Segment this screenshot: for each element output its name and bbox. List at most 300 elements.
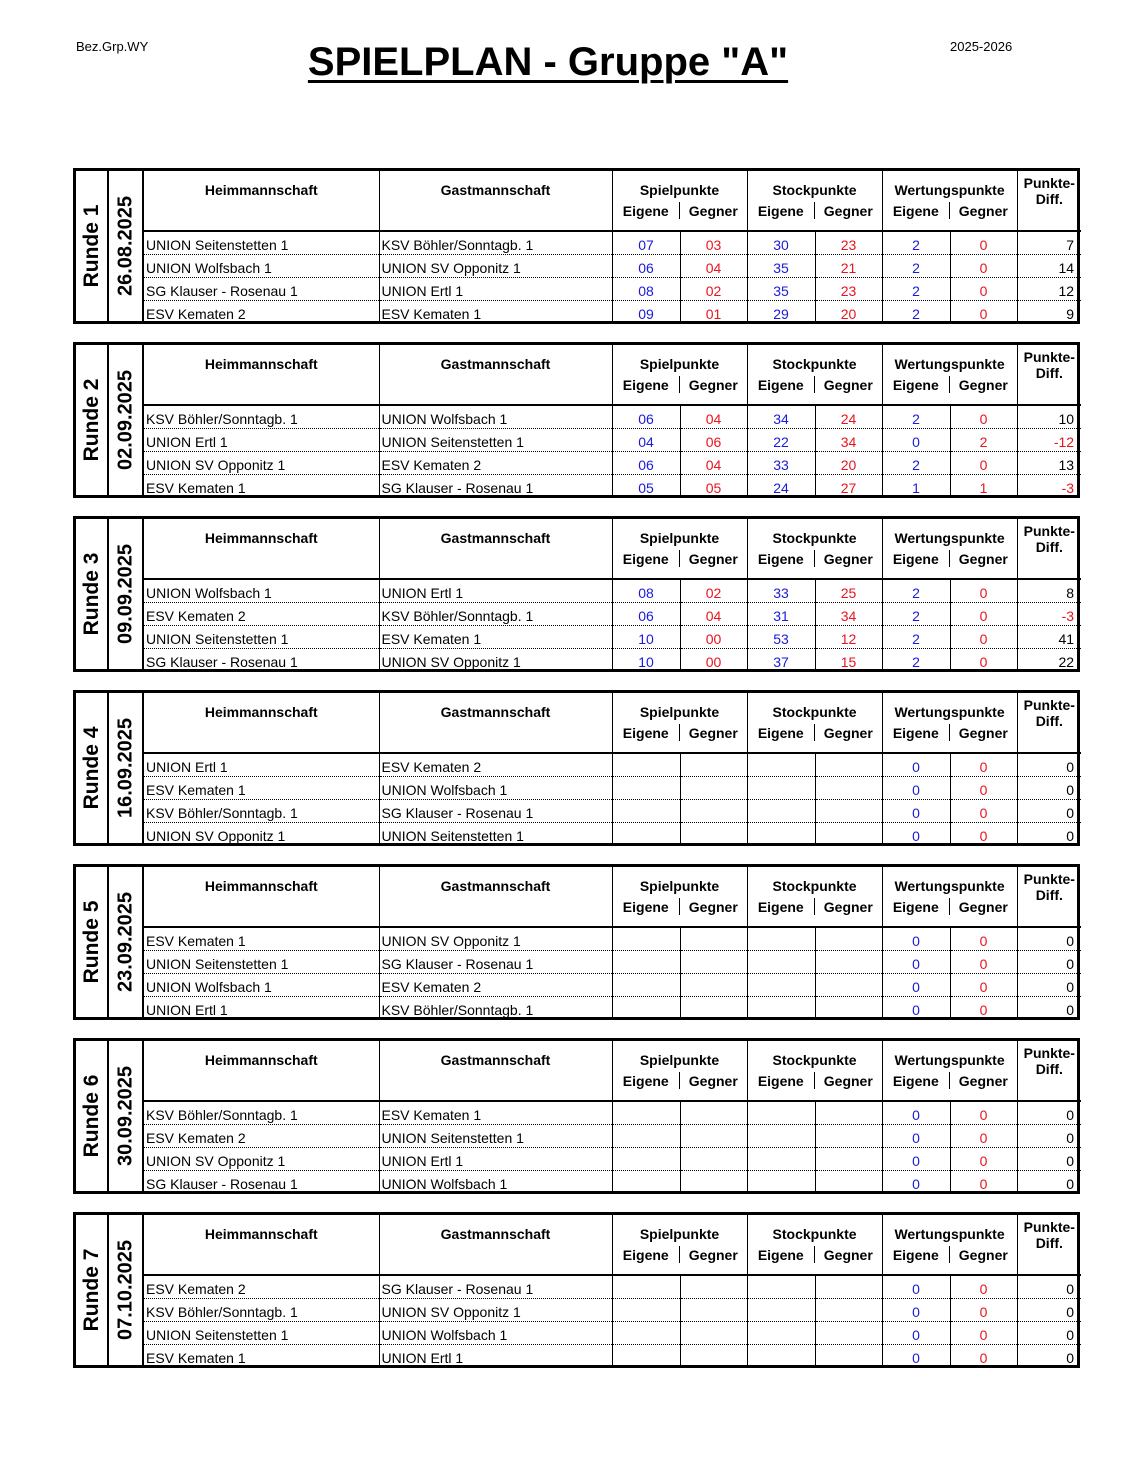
round-label: Runde 4 xyxy=(79,726,103,810)
table-row xyxy=(144,277,1081,300)
col-spielpunkte-header: Spielpunkte Eigene Gegner xyxy=(612,345,747,405)
punkte-diff-cell: 13 xyxy=(1017,451,1081,474)
stockpunkte-opp-cell xyxy=(815,996,882,1019)
punkte-diff-cell: 14 xyxy=(1017,254,1081,277)
wertungspunkte-opp-cell: 0 xyxy=(950,648,1017,671)
spielpunkte-own-cell xyxy=(612,950,680,973)
punkte-diff-cell: 0 xyxy=(1017,753,1081,776)
stockpunkte-opp-cell: 12 xyxy=(815,625,882,648)
wertungspunkte-opp-cell: 0 xyxy=(950,277,1017,300)
spielpunkte-own-cell: 06 xyxy=(612,405,680,428)
round-label-cell xyxy=(76,867,109,1017)
header-row xyxy=(144,1215,1081,1275)
table-row xyxy=(144,231,1081,254)
col-diff-header: Punkte- Diff. xyxy=(1017,171,1081,231)
spielpunkte-own-cell xyxy=(612,1321,680,1344)
round-label-cell xyxy=(76,171,109,321)
col-diff-header: Punkte- Diff. xyxy=(1017,1041,1081,1101)
wertungspunkte-opp-cell: 0 xyxy=(950,776,1017,799)
away-team-cell: ESV Kematen 2 xyxy=(379,451,612,474)
home-team-cell: UNION SV Opponitz 1 xyxy=(144,822,379,845)
wertungspunkte-opp-cell: 0 xyxy=(950,1124,1017,1147)
table-row xyxy=(144,1344,1081,1367)
wertungspunkte-opp-cell: 0 xyxy=(950,1321,1017,1344)
stockpunkte-opp-cell xyxy=(815,1298,882,1321)
stockpunkte-opp-cell: 23 xyxy=(815,277,882,300)
table-row xyxy=(144,822,1081,845)
punkte-diff-cell: 0 xyxy=(1017,950,1081,973)
stockpunkte-own-cell xyxy=(747,1298,815,1321)
round-label: Runde 7 xyxy=(79,1248,103,1332)
table-row xyxy=(144,1298,1081,1321)
col-away-header: Gastmannschaft xyxy=(379,1041,612,1101)
spielpunkte-own-cell xyxy=(612,1344,680,1367)
spielpunkte-own-cell xyxy=(612,753,680,776)
wertungspunkte-opp-cell: 0 xyxy=(950,996,1017,1019)
col-wertungspunkte-header: Wertungspunkte Eigene Gegner xyxy=(882,519,1017,579)
punkte-diff-cell: 0 xyxy=(1066,1350,1075,1366)
punkte-diff-cell: 0 xyxy=(1017,1101,1081,1124)
spielpunkte-opp-cell: 04 xyxy=(680,254,747,277)
punkte-diff-cell: 7 xyxy=(1017,231,1081,254)
header-row xyxy=(144,867,1081,927)
stockpunkte-opp-cell: 23 xyxy=(815,231,882,254)
table-row xyxy=(144,1101,1081,1124)
stockpunkte-opp-cell: 27 xyxy=(815,474,882,497)
home-team-cell: SG Klauser - Rosenau 1 xyxy=(144,1170,379,1193)
away-team-cell: ESV Kematen 2 xyxy=(379,973,612,996)
stockpunkte-own-cell xyxy=(747,1101,815,1124)
table-row xyxy=(144,428,1081,451)
stockpunkte-own-cell: 31 xyxy=(747,602,815,625)
away-team-cell: ESV Kematen 1 xyxy=(379,625,612,648)
wertungspunkte-own-cell: 2 xyxy=(882,579,950,602)
spielpunkte-opp-cell xyxy=(680,950,747,973)
spielpunkte-opp-cell xyxy=(680,1170,747,1193)
header-row xyxy=(144,345,1081,405)
wertungspunkte-own-cell: 2 xyxy=(882,231,950,254)
col-stockpunkte-header: Stockpunkte Eigene Gegner xyxy=(747,519,882,579)
stockpunkte-own-cell: 30 xyxy=(747,231,815,254)
away-team-cell: UNION SV Opponitz 1 xyxy=(379,648,612,671)
spielpunkte-opp-cell xyxy=(680,1124,747,1147)
stockpunkte-own-cell: 22 xyxy=(747,428,815,451)
away-team-cell: UNION Ertl 1 xyxy=(379,1147,612,1170)
stockpunkte-opp-cell xyxy=(815,950,882,973)
away-team-cell: UNION SV Opponitz 1 xyxy=(379,254,612,277)
stockpunkte-own-cell: 35 xyxy=(747,277,815,300)
round-date-cell xyxy=(109,1215,144,1365)
wertungspunkte-opp-cell: 0 xyxy=(950,300,1017,323)
away-team-cell: UNION Seitenstetten 1 xyxy=(379,1124,612,1147)
stockpunkte-opp-cell xyxy=(815,822,882,845)
away-team-cell: SG Klauser - Rosenau 1 xyxy=(379,474,612,497)
stockpunkte-opp-cell: 21 xyxy=(815,254,882,277)
header-row xyxy=(144,693,1081,753)
punkte-diff-cell: 0 xyxy=(1066,1176,1075,1192)
col-stockpunkte-header: Stockpunkte Eigene Gegner xyxy=(747,693,882,753)
wertungspunkte-own-cell: 0 xyxy=(882,753,950,776)
col-wertungspunkte-header: Wertungspunkte Eigene Gegner xyxy=(882,867,1017,927)
col-stockpunkte-header: Stockpunkte Eigene Gegner xyxy=(747,171,882,231)
punkte-diff-cell: 0 xyxy=(1017,799,1081,822)
table-row xyxy=(144,799,1081,822)
home-team-cell: ESV Kematen 1 xyxy=(144,776,379,799)
col-diff-header: Punkte- Diff. xyxy=(1017,519,1081,579)
table-row xyxy=(144,474,1081,497)
wertungspunkte-own-cell: 0 xyxy=(882,1321,950,1344)
stockpunkte-own-cell: 29 xyxy=(747,300,815,323)
spielpunkte-opp-cell xyxy=(680,753,747,776)
wertungspunkte-own-cell: 2 xyxy=(882,625,950,648)
table-row xyxy=(144,1170,1081,1193)
home-team-cell: ESV Kematen 2 xyxy=(144,602,379,625)
col-diff-header: Punkte- Diff. xyxy=(1017,867,1081,927)
wertungspunkte-own-cell: 0 xyxy=(882,776,950,799)
table-row xyxy=(144,602,1081,625)
round-label: Runde 2 xyxy=(79,378,103,462)
stockpunkte-opp-cell xyxy=(815,1321,882,1344)
spielpunkte-opp-cell xyxy=(680,1275,747,1298)
spielpunkte-own-cell: 08 xyxy=(612,579,680,602)
stockpunkte-opp-cell: 34 xyxy=(815,602,882,625)
wertungspunkte-opp-cell: 0 xyxy=(950,822,1017,845)
col-away-header: Gastmannschaft xyxy=(379,519,612,579)
stockpunkte-opp-cell xyxy=(815,973,882,996)
home-team-cell: KSV Böhler/Sonntagb. 1 xyxy=(144,1298,379,1321)
col-wertungspunkte-header: Wertungspunkte Eigene Gegner xyxy=(882,1041,1017,1101)
round-label-cell xyxy=(76,519,109,669)
home-team-cell: UNION Seitenstetten 1 xyxy=(144,625,379,648)
stockpunkte-opp-cell: 15 xyxy=(815,648,882,671)
col-home-header: Heimmannschaft xyxy=(144,1215,379,1275)
spielpunkte-own-cell xyxy=(612,1147,680,1170)
stockpunkte-own-cell xyxy=(747,1321,815,1344)
round-block-1 xyxy=(73,168,1080,324)
table-row xyxy=(144,776,1081,799)
round-date-cell xyxy=(109,867,144,1017)
col-home-header: Heimmannschaft xyxy=(144,1041,379,1101)
col-diff-header: Punkte- Diff. xyxy=(1017,693,1081,753)
stockpunkte-own-cell: 35 xyxy=(747,254,815,277)
round-label-cell xyxy=(76,1215,109,1365)
wertungspunkte-own-cell: 0 xyxy=(882,973,950,996)
spielpunkte-own-cell: 10 xyxy=(612,625,680,648)
match-table xyxy=(144,867,1081,1019)
wertungspunkte-own-cell: 2 xyxy=(882,451,950,474)
spielpunkte-own-cell xyxy=(612,1298,680,1321)
stockpunkte-own-cell: 53 xyxy=(747,625,815,648)
table-row xyxy=(144,625,1081,648)
stockpunkte-own-cell xyxy=(747,996,815,1019)
wertungspunkte-opp-cell: 0 xyxy=(950,405,1017,428)
spielpunkte-own-cell: 04 xyxy=(612,428,680,451)
spielpunkte-own-cell xyxy=(612,927,680,950)
round-date: 07.10.2025 xyxy=(114,1239,136,1341)
spielpunkte-own-cell xyxy=(612,822,680,845)
col-spielpunkte-header: Spielpunkte Eigene Gegner xyxy=(612,519,747,579)
spielpunkte-own-cell: 08 xyxy=(612,277,680,300)
punkte-diff-cell: 0 xyxy=(1017,1275,1081,1298)
spielpunkte-opp-cell xyxy=(680,822,747,845)
round-date-cell xyxy=(109,693,144,843)
home-team-cell: ESV Kematen 1 xyxy=(144,474,379,497)
stockpunkte-opp-cell xyxy=(815,776,882,799)
away-team-cell: UNION SV Opponitz 1 xyxy=(379,1298,612,1321)
stockpunkte-opp-cell: 34 xyxy=(815,428,882,451)
stockpunkte-own-cell: 37 xyxy=(747,648,815,671)
match-table xyxy=(144,1215,1081,1367)
round-label: Runde 1 xyxy=(79,204,103,288)
punkte-diff-cell: 0 xyxy=(1017,1298,1081,1321)
away-team-cell: KSV Böhler/Sonntagb. 1 xyxy=(379,602,612,625)
stockpunkte-opp-cell xyxy=(815,1147,882,1170)
stockpunkte-opp-cell: 24 xyxy=(815,405,882,428)
away-team-cell: KSV Böhler/Sonntagb. 1 xyxy=(379,996,612,1019)
spielpunkte-opp-cell xyxy=(680,799,747,822)
spielpunkte-opp-cell xyxy=(680,973,747,996)
wertungspunkte-opp-cell: 0 xyxy=(950,254,1017,277)
punkte-diff-cell: 0 xyxy=(1017,1124,1081,1147)
wertungspunkte-own-cell: 2 xyxy=(882,602,950,625)
stockpunkte-own-cell: 34 xyxy=(747,405,815,428)
punkte-diff-cell: 0 xyxy=(1017,776,1081,799)
table-row xyxy=(144,973,1081,996)
spielpunkte-opp-cell: 04 xyxy=(680,602,747,625)
wertungspunkte-opp-cell: 1 xyxy=(950,474,1017,497)
round-date-cell xyxy=(109,171,144,321)
punkte-diff-cell: 0 xyxy=(1017,1321,1081,1344)
wertungspunkte-own-cell: 0 xyxy=(882,1147,950,1170)
round-label: Runde 3 xyxy=(79,552,103,636)
wertungspunkte-own-cell: 0 xyxy=(882,1101,950,1124)
spielpunkte-own-cell: 10 xyxy=(612,648,680,671)
col-spielpunkte-header: Spielpunkte Eigene Gegner xyxy=(612,1215,747,1275)
col-wertungspunkte-header: Wertungspunkte Eigene Gegner xyxy=(882,171,1017,231)
round-date: 16.09.2025 xyxy=(114,717,136,819)
wertungspunkte-opp-cell: 0 xyxy=(950,1101,1017,1124)
stockpunkte-opp-cell xyxy=(815,1344,882,1367)
stockpunkte-opp-cell xyxy=(815,1124,882,1147)
col-away-header: Gastmannschaft xyxy=(379,345,612,405)
match-table xyxy=(144,345,1081,497)
punkte-diff-cell: -12 xyxy=(1017,428,1081,451)
wertungspunkte-own-cell: 0 xyxy=(882,799,950,822)
wertungspunkte-own-cell: 0 xyxy=(882,1275,950,1298)
away-team-cell: UNION Seitenstetten 1 xyxy=(379,822,612,845)
table-row xyxy=(144,927,1081,950)
spielpunkte-own-cell xyxy=(612,973,680,996)
punkte-diff-cell: 9 xyxy=(1066,306,1075,322)
spielpunkte-opp-cell: 04 xyxy=(680,405,747,428)
spielpunkte-own-cell xyxy=(612,1124,680,1147)
wertungspunkte-opp-cell: 0 xyxy=(950,1147,1017,1170)
spielpunkte-opp-cell xyxy=(680,1344,747,1367)
col-stockpunkte-header: Stockpunkte Eigene Gegner xyxy=(747,1041,882,1101)
stockpunkte-opp-cell: 25 xyxy=(815,579,882,602)
spielpunkte-own-cell: 07 xyxy=(612,231,680,254)
home-team-cell: UNION SV Opponitz 1 xyxy=(144,451,379,474)
stockpunkte-own-cell xyxy=(747,1275,815,1298)
wertungspunkte-opp-cell: 0 xyxy=(950,927,1017,950)
spielpunkte-opp-cell xyxy=(680,1298,747,1321)
punkte-diff-cell: 22 xyxy=(1058,654,1075,670)
home-team-cell: UNION Ertl 1 xyxy=(144,753,379,776)
home-team-cell: UNION Wolfsbach 1 xyxy=(144,579,379,602)
col-diff-header: Punkte- Diff. xyxy=(1017,1215,1081,1275)
col-stockpunkte-header: Stockpunkte Eigene Gegner xyxy=(747,1215,882,1275)
home-team-cell: UNION Seitenstetten 1 xyxy=(144,950,379,973)
col-away-header: Gastmannschaft xyxy=(379,867,612,927)
table-row xyxy=(144,1124,1081,1147)
away-team-cell: SG Klauser - Rosenau 1 xyxy=(379,799,612,822)
stockpunkte-opp-cell xyxy=(815,1275,882,1298)
wertungspunkte-own-cell: 2 xyxy=(882,300,950,323)
round-date: 26.08.2025 xyxy=(114,195,136,297)
col-spielpunkte-header: Spielpunkte Eigene Gegner xyxy=(612,171,747,231)
punkte-diff-cell: 0 xyxy=(1017,927,1081,950)
spielpunkte-own-cell xyxy=(612,776,680,799)
wertungspunkte-own-cell: 2 xyxy=(882,648,950,671)
stockpunkte-own-cell xyxy=(747,776,815,799)
round-block-7 xyxy=(73,1212,1080,1368)
col-wertungspunkte-header: Wertungspunkte Eigene Gegner xyxy=(882,1215,1017,1275)
wertungspunkte-own-cell: 0 xyxy=(882,1170,950,1193)
stockpunkte-own-cell: 33 xyxy=(747,451,815,474)
stockpunkte-own-cell xyxy=(747,950,815,973)
spielpunkte-own-cell xyxy=(612,1101,680,1124)
stockpunkte-own-cell: 24 xyxy=(747,474,815,497)
spielpunkte-own-cell: 05 xyxy=(612,474,680,497)
table-row xyxy=(144,648,1081,671)
wertungspunkte-opp-cell: 0 xyxy=(950,451,1017,474)
table-row xyxy=(144,300,1081,323)
round-date: 02.09.2025 xyxy=(114,369,136,471)
wertungspunkte-opp-cell: 2 xyxy=(950,428,1017,451)
table-row xyxy=(144,996,1081,1019)
wertungspunkte-opp-cell: 0 xyxy=(950,1275,1017,1298)
away-team-cell: UNION Ertl 1 xyxy=(379,277,612,300)
table-row xyxy=(144,451,1081,474)
spielpunkte-own-cell: 06 xyxy=(612,451,680,474)
stockpunkte-opp-cell: 20 xyxy=(815,451,882,474)
away-team-cell: KSV Böhler/Sonntagb. 1 xyxy=(379,231,612,254)
wertungspunkte-opp-cell: 0 xyxy=(950,625,1017,648)
wertungspunkte-own-cell: 2 xyxy=(882,405,950,428)
away-team-cell: SG Klauser - Rosenau 1 xyxy=(379,1275,612,1298)
punkte-diff-cell: 8 xyxy=(1017,579,1081,602)
spielpunkte-opp-cell xyxy=(680,1321,747,1344)
table-row xyxy=(144,405,1081,428)
round-date: 09.09.2025 xyxy=(114,543,136,645)
round-label-cell xyxy=(76,1041,109,1191)
col-stockpunkte-header: Stockpunkte Eigene Gegner xyxy=(747,345,882,405)
wertungspunkte-opp-cell: 0 xyxy=(950,1344,1017,1367)
home-team-cell: ESV Kematen 2 xyxy=(144,300,379,323)
round-label-cell xyxy=(76,345,109,495)
wertungspunkte-own-cell: 0 xyxy=(882,1298,950,1321)
away-team-cell: UNION Seitenstetten 1 xyxy=(379,428,612,451)
col-spielpunkte-header: Spielpunkte Eigene Gegner xyxy=(612,693,747,753)
match-table xyxy=(144,171,1081,323)
stockpunkte-opp-cell xyxy=(815,799,882,822)
round-block-2 xyxy=(73,342,1080,498)
spielpunkte-own-cell: 06 xyxy=(612,602,680,625)
round-label-cell xyxy=(76,693,109,843)
away-team-cell: SG Klauser - Rosenau 1 xyxy=(379,950,612,973)
page-title: SPIELPLAN - Gruppe "A" xyxy=(307,40,789,84)
spielpunkte-own-cell xyxy=(612,996,680,1019)
away-team-cell: ESV Kematen 1 xyxy=(379,1101,612,1124)
col-away-header: Gastmannschaft xyxy=(379,693,612,753)
table-row xyxy=(144,950,1081,973)
wertungspunkte-opp-cell: 0 xyxy=(950,231,1017,254)
spielpunkte-own-cell xyxy=(612,1170,680,1193)
stockpunkte-opp-cell: 20 xyxy=(815,300,882,323)
punkte-diff-cell: 0 xyxy=(1066,1002,1075,1018)
home-team-cell: SG Klauser - Rosenau 1 xyxy=(144,648,379,671)
table-row xyxy=(144,1147,1081,1170)
wertungspunkte-own-cell: 0 xyxy=(882,1124,950,1147)
col-home-header: Heimmannschaft xyxy=(144,867,379,927)
col-away-header: Gastmannschaft xyxy=(379,1215,612,1275)
round-date-cell xyxy=(109,1041,144,1191)
stockpunkte-own-cell xyxy=(747,1344,815,1367)
spielpunkte-opp-cell xyxy=(680,1147,747,1170)
spielpunkte-opp-cell xyxy=(680,1101,747,1124)
punkte-diff-cell: -3 xyxy=(1061,480,1075,496)
header-row xyxy=(144,171,1081,231)
round-date: 30.09.2025 xyxy=(114,1065,136,1167)
stockpunkte-opp-cell xyxy=(815,927,882,950)
stockpunkte-own-cell xyxy=(747,1170,815,1193)
home-team-cell: KSV Böhler/Sonntagb. 1 xyxy=(144,405,379,428)
wertungspunkte-own-cell: 0 xyxy=(882,1344,950,1367)
stockpunkte-opp-cell xyxy=(815,753,882,776)
home-team-cell: UNION Seitenstetten 1 xyxy=(144,231,379,254)
home-team-cell: KSV Böhler/Sonntagb. 1 xyxy=(144,799,379,822)
wertungspunkte-opp-cell: 0 xyxy=(950,753,1017,776)
stockpunkte-own-cell xyxy=(747,1147,815,1170)
punkte-diff-cell: 41 xyxy=(1017,625,1081,648)
table-row xyxy=(144,579,1081,602)
stockpunkte-opp-cell xyxy=(815,1170,882,1193)
table-row xyxy=(144,753,1081,776)
punkte-diff-cell: -3 xyxy=(1017,602,1081,625)
col-home-header: Heimmannschaft xyxy=(144,171,379,231)
season-label: 2025-2026 xyxy=(950,39,1013,54)
wertungspunkte-own-cell: 2 xyxy=(882,277,950,300)
wertungspunkte-own-cell: 1 xyxy=(882,474,950,497)
spielpunkte-opp-cell: 01 xyxy=(680,300,747,323)
away-team-cell: UNION Wolfsbach 1 xyxy=(379,776,612,799)
stockpunkte-own-cell xyxy=(747,799,815,822)
round-block-5 xyxy=(73,864,1080,1020)
round-label: Runde 6 xyxy=(79,1074,103,1158)
stockpunkte-own-cell xyxy=(747,822,815,845)
round-date-cell xyxy=(109,519,144,669)
wertungspunkte-own-cell: 0 xyxy=(882,822,950,845)
wertungspunkte-own-cell: 0 xyxy=(882,950,950,973)
home-team-cell: SG Klauser - Rosenau 1 xyxy=(144,277,379,300)
home-team-cell: UNION Wolfsbach 1 xyxy=(144,973,379,996)
wertungspunkte-opp-cell: 0 xyxy=(950,973,1017,996)
stockpunkte-own-cell xyxy=(747,753,815,776)
wertungspunkte-opp-cell: 0 xyxy=(950,602,1017,625)
wertungspunkte-opp-cell: 0 xyxy=(950,799,1017,822)
punkte-diff-cell: 0 xyxy=(1017,1147,1081,1170)
col-diff-header: Punkte- Diff. xyxy=(1017,345,1081,405)
